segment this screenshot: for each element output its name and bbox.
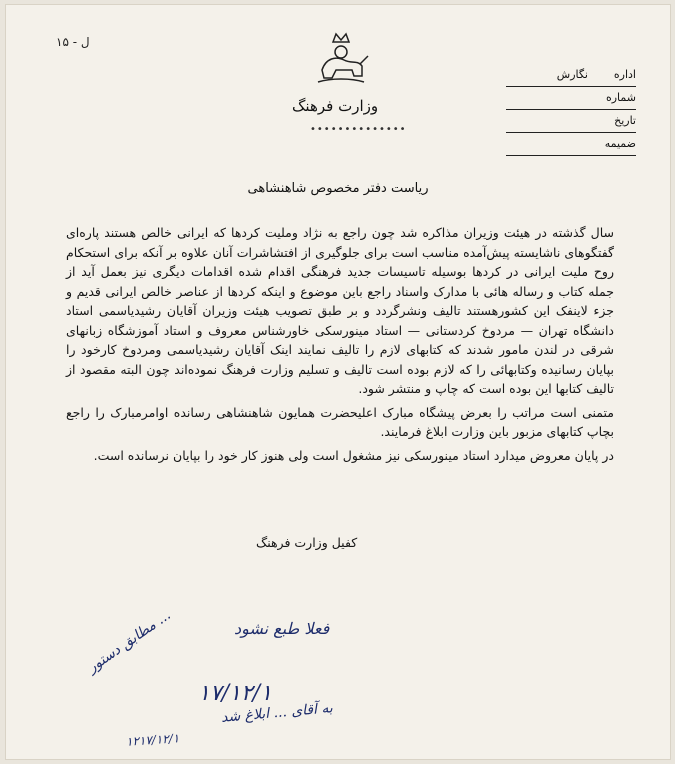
decorative-dots: •••••••••••••• bbox=[310, 124, 407, 135]
letter-page bbox=[6, 5, 670, 759]
ministry-name: وزارت فرهنگ bbox=[292, 97, 379, 115]
meta-date-row bbox=[506, 113, 636, 133]
letter-meta-block bbox=[506, 67, 636, 159]
corner-code: ل - ۱۵ bbox=[56, 35, 90, 49]
meta-date-label: تاریخ bbox=[614, 114, 636, 127]
meta-attachment-label: ضمیمه bbox=[604, 137, 636, 150]
meta-number-label: شماره bbox=[605, 91, 636, 104]
meta-office-row bbox=[506, 67, 636, 87]
body-paragraph-2: متمنی است مراتب را بعرض پیشگاه مبارک اعلیحضرت همایون شاهنشاهی رسانده اوامرمبارک را راجع بچاپ کتابهای مزبور باین وزارت ابلاغ فرمایند. bbox=[66, 404, 614, 439]
meta-attachment-row bbox=[506, 136, 636, 156]
meta-number-row bbox=[506, 90, 636, 110]
handwritten-approval: فعلا طبع نشود bbox=[234, 619, 330, 638]
handwritten-number: ۱۲۱۷/۱۲/۱ bbox=[125, 731, 180, 749]
handwritten-note: به آقای ... ابلاغ شد bbox=[220, 700, 334, 726]
handwritten-side-note: مطابق دستور ... bbox=[84, 607, 174, 676]
meta-office-value: نگارش bbox=[556, 68, 588, 81]
addressee: ریاست دفتر مخصوص شاهنشاهی bbox=[247, 181, 429, 196]
meta-office-label: اداره bbox=[613, 68, 636, 81]
body-paragraph-1: سال گذشته در هیئت وزیران مذاکره شد چون راجع به نژاد وملیت کردها که ایرانی خالص هستند پاره‌ای گفتگوهای ناشایسته پیش‌آمده مناسب است برای جلوگیری از افتشاشرات آنان علاوه بر آنکه برای استحکام روح ملیت ایرانی در کردها بوسیله تاسیسات جدید فرهنگی اقدام شده اقدامات دیگری نیز بعمل آید از جمله کتاب و رساله هائی با مدارک واسناد راجع باین موضوع و اینکه کردها از عناصر خالص ایرانی قدیم و جزء لاینفک این کشورهستند تالیف ونشرگردد و بر طبق تصویب هیئت وزیران آقایان رشیدیاسمی استاد دانشگاه تهران — مردوخ کردستانی — استاد مینورسکی خاورشناس معروف و استاد آموزشگاه زبانهای شرقی در لندن مامور شدند که کتابهای لازم را تالیف نمایند اینک آقایان رشیدیاسمی ومردوخ کارخود را بپایان رسانیده وکتابهائی را که لازم بوده است تالیف و تسلیم وزارت فرهنگ نموده‌اند چون البته مقصود از تالیف کتابها این بوده است که چاپ و منتشر شود. bbox=[66, 225, 614, 396]
body-paragraph-3: در پایان معروض میدارد استاد مینورسکی نیز مشغول است ولی هنوز کار خود را بپایان نرسانده است. bbox=[93, 447, 614, 463]
signatory-title: کفیل وزارت فرهنگ bbox=[256, 535, 358, 550]
letter-body bbox=[66, 223, 614, 465]
lion-and-sun-emblem-icon bbox=[306, 30, 376, 90]
handwritten-date: ۱۷/۱۲/۱ bbox=[198, 681, 272, 706]
